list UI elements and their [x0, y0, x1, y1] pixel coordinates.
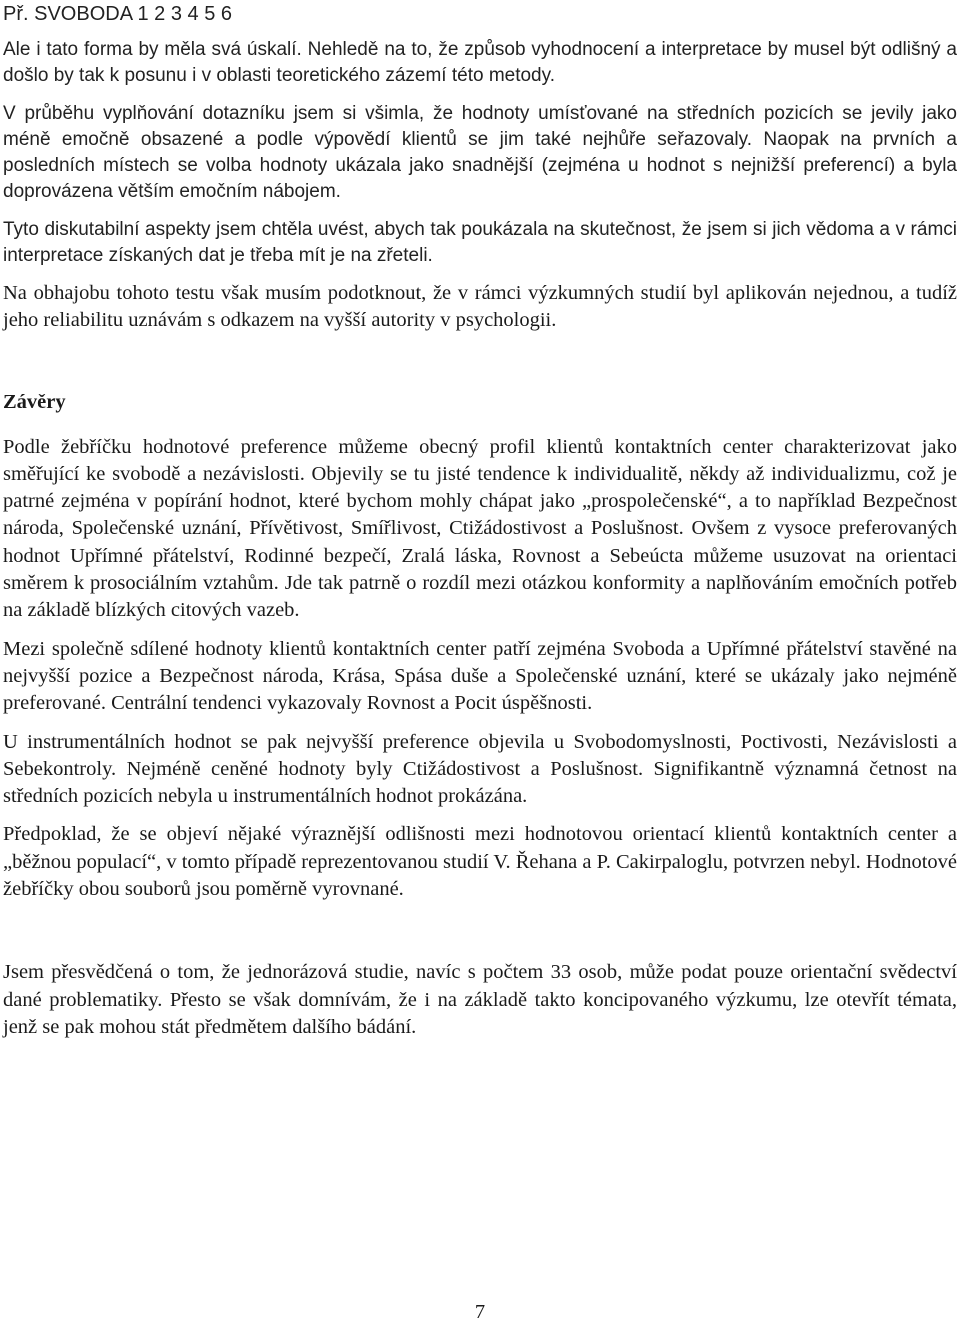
- conclusion-paragraph: Předpoklad, že se objeví nějaké výraznější odlišnosti mezi hodnotovou orientací klientů kontaktních center a „běžnou populací“, v tomto případě reprezentovanou studií V. Řehana a P. Cakirpaloglu, potvrzen nebyl. Hodnotové žebříčky obou souborů jsou poměrně vyrovnané.: [3, 823, 957, 901]
- conclusion-paragraph: Podle žebříčku hodnotové preference můžeme obecný profil klientů kontaktních center charakterizovat jako směřující ke svobodě a nezávislosti. Objevily se tu jisté tendence k individualitě, někdy až individualizmu, což je patrné zejména v popírání hodnot, které bychom mohly chápat jako „prospolečenské“, a to například Bezpečnost národa, Společenské uznání, Přívětivost, Smířlivost, Ctižádostivost a Poslušnost. Ovšem z vysoce preferovaných hodnot Upřímné přátelství, Rodinné bezpečí, Zralá láska, Rovnost a Sebeúcta můžeme usuzovat na orientaci směrem k prosociálním vztahům. Jde tak patrně o rozdíl mezi otázkou konformity a naplňováním emočních potřeb na základě blízkých citových vazeb.: [3, 435, 957, 622]
- page-number: 7: [474, 1301, 486, 1323]
- closing-paragraph: Jsem přesvědčená o tom, že jednorázová studie, navíc s počtem 33 osob, může podat pouze orientační svědectví dané problematiky. Přesto se však domnívám, že i na základě takto koncipovaného výzkumu, lze otevřít témata, jenž se pak mohou stát předmětem dalšího bádání.: [3, 961, 957, 1038]
- section-heading-conclusions: Závěry: [3, 390, 66, 413]
- document-page: [3, 0, 957, 1041]
- paragraph-aspects: Tyto diskutabilní aspekty jsem chtěla uvést, abych tak poukázala na skutečnost, že jsem si jich vědoma a v rámci interpretace získaných dat je třeba mít je na zřeteli.: [3, 219, 957, 266]
- paragraph-observation: V průběhu vyplňování dotazníku jsem si všimla, že hodnoty umísťované na středních pozicích se jevily jako méně emočně obsazené a podle výpovědí klientů se jim také nejhůře seřazovaly. Naopak na prvních a posledních místech se volba hodnoty ukázala jako snadnější (zejména u hodnot s nejnižší preferencí) a byla doprovázena větším emočním nábojem.: [3, 103, 957, 202]
- appendix-header: Př. SVOBODA 1 2 3 4 5 6: [3, 3, 233, 25]
- conclusion-paragraph: U instrumentálních hodnot se pak nejvyšší preference objevila u Svobodomyslnosti, Poctivosti, Nezávislosti a Sebekontroly. Nejméně ceněné hodnoty byly Ctižádostivost a Poslušnost. Signifikantně významná četnost na středních pozicích nebyla u instrumentálních hodnot prokázána.: [3, 730, 957, 808]
- paragraph-defense: Na obhajobu tohoto testu však musím podotknout, že v rámci výzkumných studií byl aplikován nejednou, a tudíž jeho reliabilitu uznávám s odkazem na vyšší autority v psychologii.: [3, 282, 957, 332]
- conclusion-paragraph: Mezi společně sdílené hodnoty klientů kontaktních center patří zejména Svoboda a Upřímné přátelství stavěné na nejvyšší pozice a Bezpečnost národa, Krása, Spása duše a Společenské uznání, které se ukázaly jako nejméně preferované. Centrální tendenci vykazovaly Rovnost a Pocit úspěšnosti.: [3, 637, 957, 715]
- paragraph-limitations: Ale i tato forma by měla svá úskalí. Nehledě na to, že způsob vyhodnocení a interpretace by musel být odlišný a došlo by tak k posunu i v oblasti teoretického zázemí této metody.: [3, 39, 957, 86]
